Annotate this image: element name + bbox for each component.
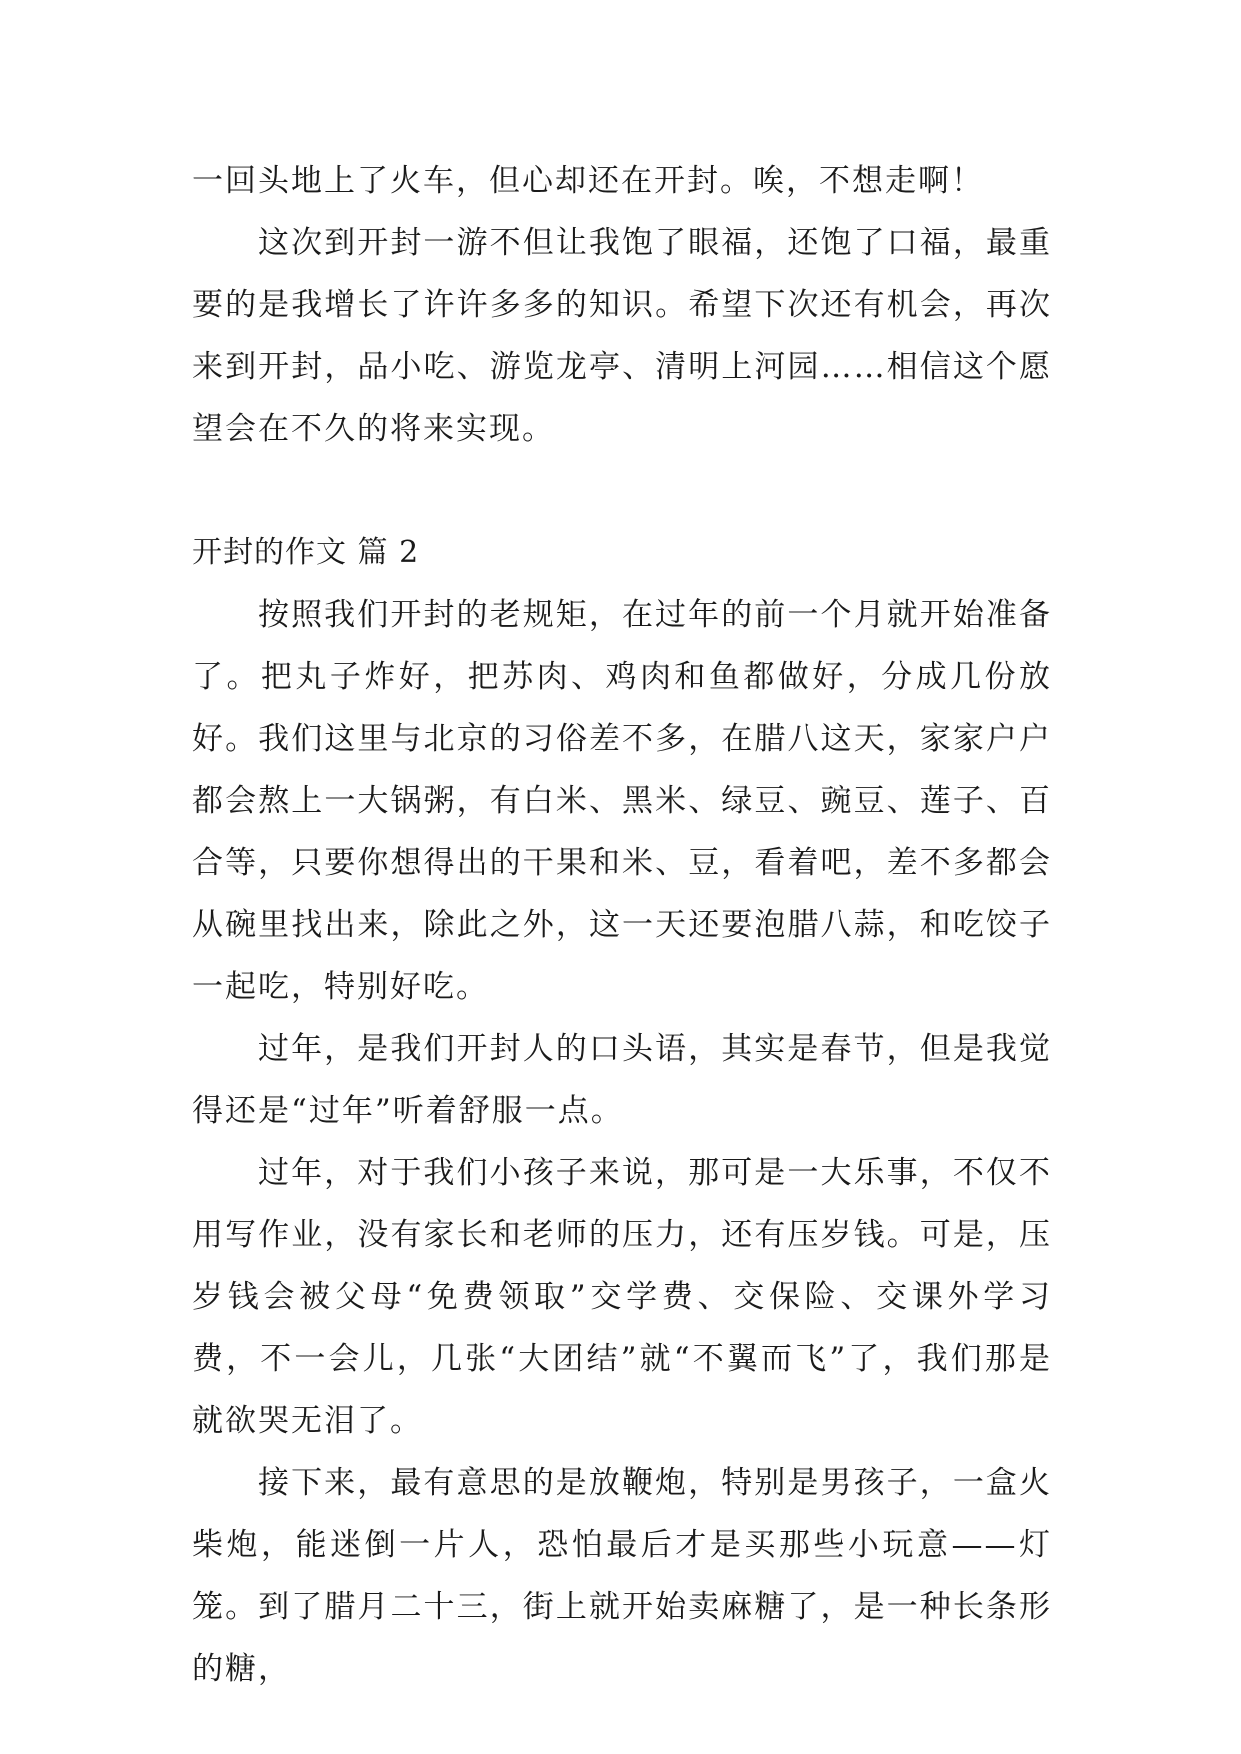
- document-page: [192, 150, 1052, 1700]
- paragraph-bianpao: 接下来，最有意思的是放鞭炮，特别是男孩子，一盒火柴炮，能迷倒一片人，恐怕最后才是买那些小玩意——灯笼。到了腊月二十三，街上就开始卖麻糖了，是一种长条形的糖，: [192, 1465, 1052, 1687]
- paragraph-conclusion: 这次到开封一游不但让我饱了眼福，还饱了口福，最重要的是我增长了许许多多的知识。希望下次还有机会，再次来到开封，品小吃、游览龙亭、清明上河园……相信这个愿望会在不久的将来实现。: [192, 225, 1052, 447]
- paragraph-continuation: 一回头地上了火车，但心却还在开封。唉，不想走啊！: [192, 163, 984, 199]
- paragraph-guonian: 过年，是我们开封人的口头语，其实是春节，但是我觉得还是“过年”听着舒服一点。: [192, 1031, 1052, 1129]
- paragraph-laba: 按照我们开封的老规矩，在过年的前一个月就开始准备了。把丸子炸好，把苏肉、鸡肉和鱼都做好，分成几份放好。我们这里与北京的习俗差不多，在腊八这天，家家户户都会熬上一大锅粥，有白米、黑米、绿豆、豌豆、莲子、百合等，只要你想得出的干果和米、豆，看着吧，差不多都会从碗里找出来，除此之外，这一天还要泡腊八蒜，和吃饺子一起吃，特别好吃。: [192, 597, 1052, 1005]
- section-title: 开封的作文 篇 2: [192, 535, 420, 570]
- paragraph-yasuiqian: 过年，对于我们小孩子来说，那可是一大乐事，不仅不用写作业，没有家长和老师的压力，还有压岁钱。可是，压岁钱会被父母“免费领取”交学费、交保险、交课外学习费，不一会儿，几张“大团结”就“不翼而飞”了，我们那是就欲哭无泪了。: [192, 1155, 1052, 1439]
